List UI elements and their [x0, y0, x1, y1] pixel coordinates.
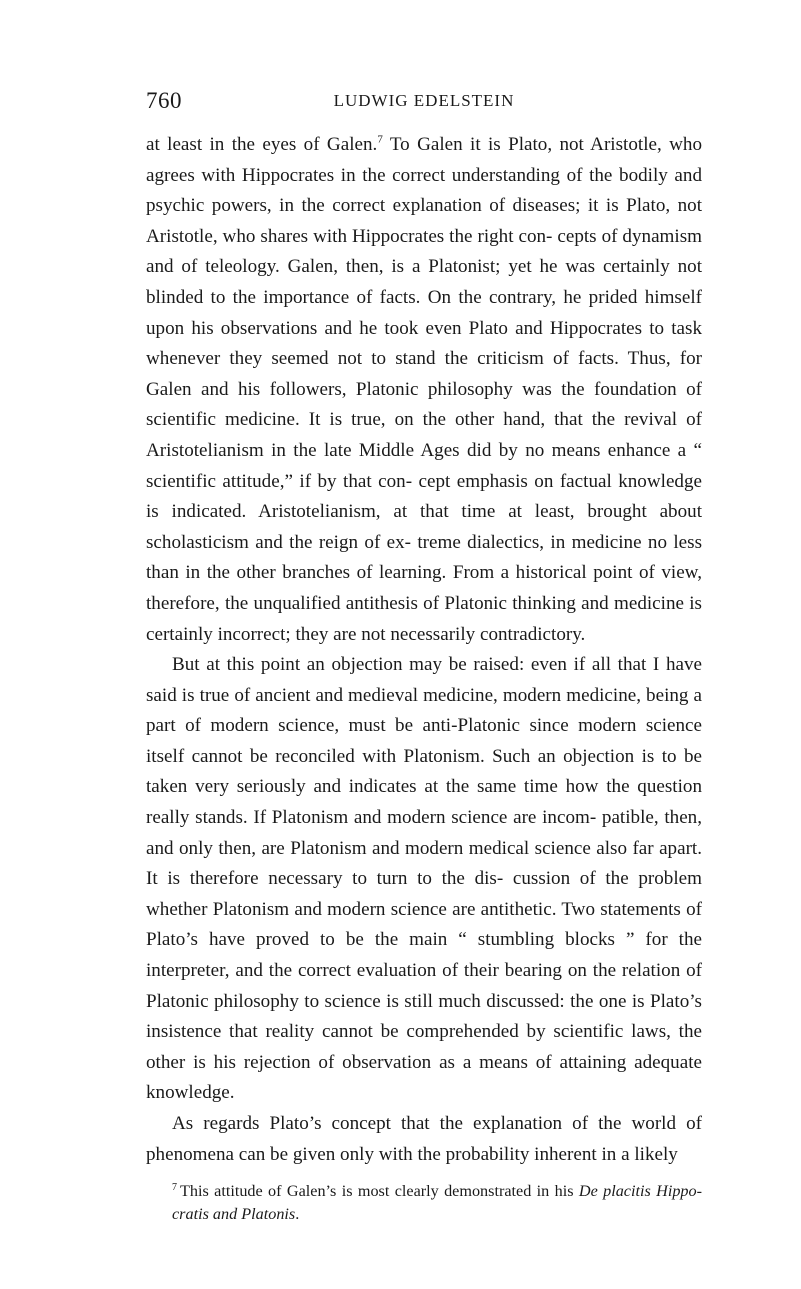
footnote-number: 7: [172, 1181, 177, 1193]
page-number: 760: [146, 88, 182, 113]
paragraph-1-text-rest: To Galen it is Plato, not Aristotle, who agrees with Hippocrates in the correct understanding of the bodily and psychic powers, in the correct explanation of diseases; it is Plato, not Aristotle, who shares with Hippocrates the right con- cepts of dynamism and of teleology. Galen, then, is a Platonist; yet he was certainly not blinded to the importance of facts. On the contrary, he prided himself upon his observations and he took even Plato and Hippocrates to task whenever they seemed not to stand the criticism of facts. Thus, for Galen and his followers, Platonic philosophy was the foundation of scientific medicine. It is true, on the other hand, that the revival of Aristotelianism in the late Middle Ages did by no means enhance a “ scientific attitude,” if by that con- cept emphasis on factual knowledge is indicated. Aristotelianism, at that time at least, brought about scholasticism and the reign of ex- treme dialectics, in medicine no less than in the other branches of learning. From a historical point of view, therefore, the unqualified antithesis of Platonic thinking and medicine is certainly incorrect; they are not necessarily contradictory.: [146, 134, 702, 645]
body-text: [146, 130, 702, 1170]
footnote-7: [146, 1180, 702, 1226]
footnote-text-start: This attitude of Galen’s is most clearly demonstrated in his: [180, 1182, 579, 1201]
paragraph-1: [146, 130, 702, 650]
paragraph-2: But at this point an objection may be raised: even if all that I have said is true of ancient and medieval medicine, modern medicine, being a part of modern science, must be anti-Platonic since modern science itself cannot be reconciled with Platonism. Such an objection is to be taken very seriously and indicates at the same time how the question really stands. If Platonism and modern science are incom- patible, then, and only then, are Platonism and modern medical science also far apart. It is therefore necessary to turn to the dis- cussion of the problem whether Platonism and modern science are antithetic. Two statements of Plato’s have proved to be the main “ stumbling blocks ” for the interpreter, and the correct evaluation of their bearing on the relation of Platonic philosophy to science is still much discussed: the one is Plato’s insistence that reality cannot be comprehended by scientific laws, the other is his rejection of observation as a means of attaining adequate knowledge.: [146, 654, 702, 1104]
book-page: [146, 88, 702, 1226]
paragraph-3: As regards Plato’s concept that the explanation of the world of phenomena can be given only with the probability inherent in a likely: [146, 1113, 702, 1165]
paragraph-1-text-start: at least in the eyes of Galen.: [146, 134, 378, 155]
page-header: [146, 88, 702, 120]
footnote-text-end: .: [295, 1205, 300, 1224]
running-head: LUDWIG EDELSTEIN: [333, 91, 515, 110]
footnote-reference-7: 7: [377, 133, 383, 146]
footnote-body: [146, 1180, 702, 1226]
footnote-italic-title: De placitis Hippo- cratis and Platonis: [172, 1182, 702, 1224]
